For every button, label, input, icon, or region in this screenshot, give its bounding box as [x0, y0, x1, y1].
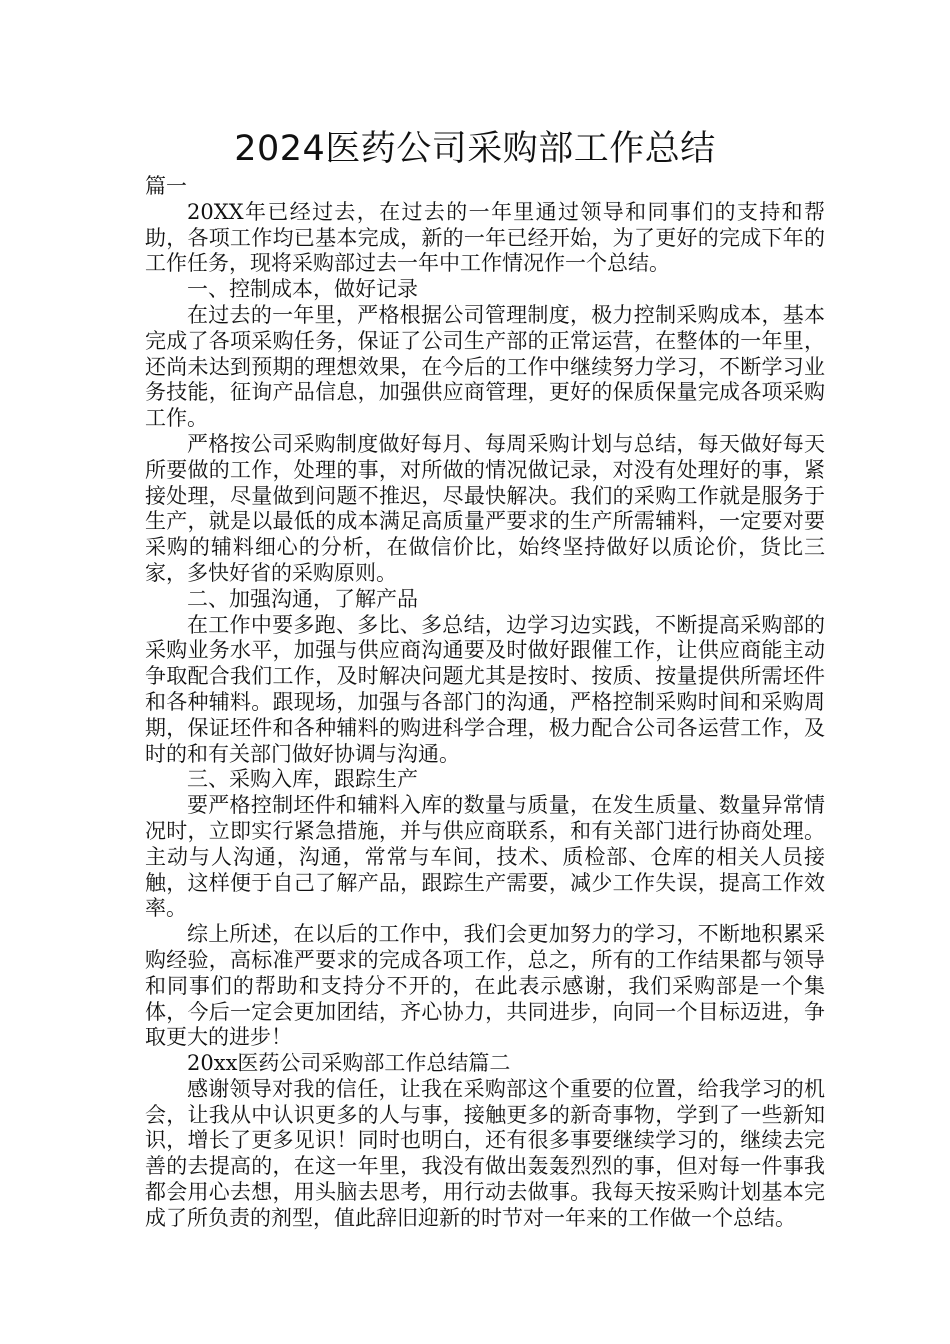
paragraph: 综上所述，在以后的工作中，我们会更加努力的学习，不断地积累采购经验，高标准严要求的完成各项工作，总之，所有的工作结果都与领导和同事们的帮助和支持分不开的，在此表示感谢，我们采购部是一个集体，今后一定会更加团结，齐心协力，共同进步，向同一个目标迈进，争取更大的进步！ [145, 922, 825, 1050]
section-heading: 三、采购入库，跟踪生产 [187, 767, 418, 792]
paragraph: 20XX年已经过去，在过去的一年里通过领导和同事们的支持和帮助，各项工作均已基本完成，新的一年已经开始，为了更好的完成下年的工作任务，现将采购部过去一年中工作情况作一个总结。 [145, 199, 825, 276]
paragraph: 要严格控制坯件和辅料入库的数量与质量，在发生质量、数量异常情况时，立即实行紧急措施，并与供应商联系，和有关部门进行协商处理。主动与人沟通，沟通，常常与车间，技术、质检部、仓库的相关人员接触，这样便于自己了解产品，跟踪生产需要，减少工作失误，提高工作效率。 [145, 793, 825, 921]
section-heading: 20xx医药公司采购部工作总结篇二 [187, 1051, 511, 1076]
paragraph: 在工作中要多跑、多比、多总结，边学习边实践，不断提高采购部的采购业务水平，加强与供应商沟通要及时做好跟催工作，让供应商能主动争取配合我们工作，及时解决问题尤其是按时、按质、按量提供所需坯件和各种辅料。跟现场，加强与各部门的沟通，严格控制采购时间和采购周期，保证坯件和各种辅料的购进科学合理，极力配合公司各运营工作，及时的和有关部门做好协调与沟通。 [145, 612, 825, 766]
paragraph: 在过去的一年里，严格根据公司管理制度，极力控制采购成本，基本完成了各项采购任务，保证了公司生产部的正常运营，在整体的一年里，还尚未达到预期的理想效果，在今后的工作中继续努力学习，不断学习业务技能，征询产品信息，加强供应商管理，更好的保质保量完成各项采购工作。 [145, 302, 825, 431]
document-body [145, 174, 825, 1232]
paragraph: 感谢领导对我的信任，让我在采购部这个重要的位置，给我学习的机会，让我从中认识更多的人与事，接触更多的新奇事物，学到了一些新知识，增长了更多见识！同时也明白，还有很多事要继续学习的，继续去完善的去提高的，在这一年里，我没有做出轰轰烈烈的事，但对每一件事我都会用心去想，用头脑去思考，用行动去做事。我每天按采购计划基本完成了所负责的剂型，值此辞旧迎新的时节对一年来的工作做一个总结。 [145, 1076, 825, 1230]
document-title: 2024医药公司采购部工作总结 [234, 129, 716, 169]
section-label: 篇一 [145, 174, 187, 198]
section-heading: 一、控制成本，做好记录 [187, 277, 418, 302]
paragraph: 严格按公司采购制度做好每月、每周采购计划与总结，每天做好每天所要做的工作，处理的事，对所做的情况做记录，对没有处理好的事，紧接处理，尽量做到问题不推迟，尽最快解决。我们的采购工作就是服务于生产，就是以最低的成本满足高质量严要求的生产所需辅料，一定要对要采购的辅料细心的分析，在做信价比，始终坚持做好以质论价，货比三家，多快好省的采购原则。 [145, 431, 825, 585]
section-heading: 二、加强沟通，了解产品 [187, 586, 418, 611]
